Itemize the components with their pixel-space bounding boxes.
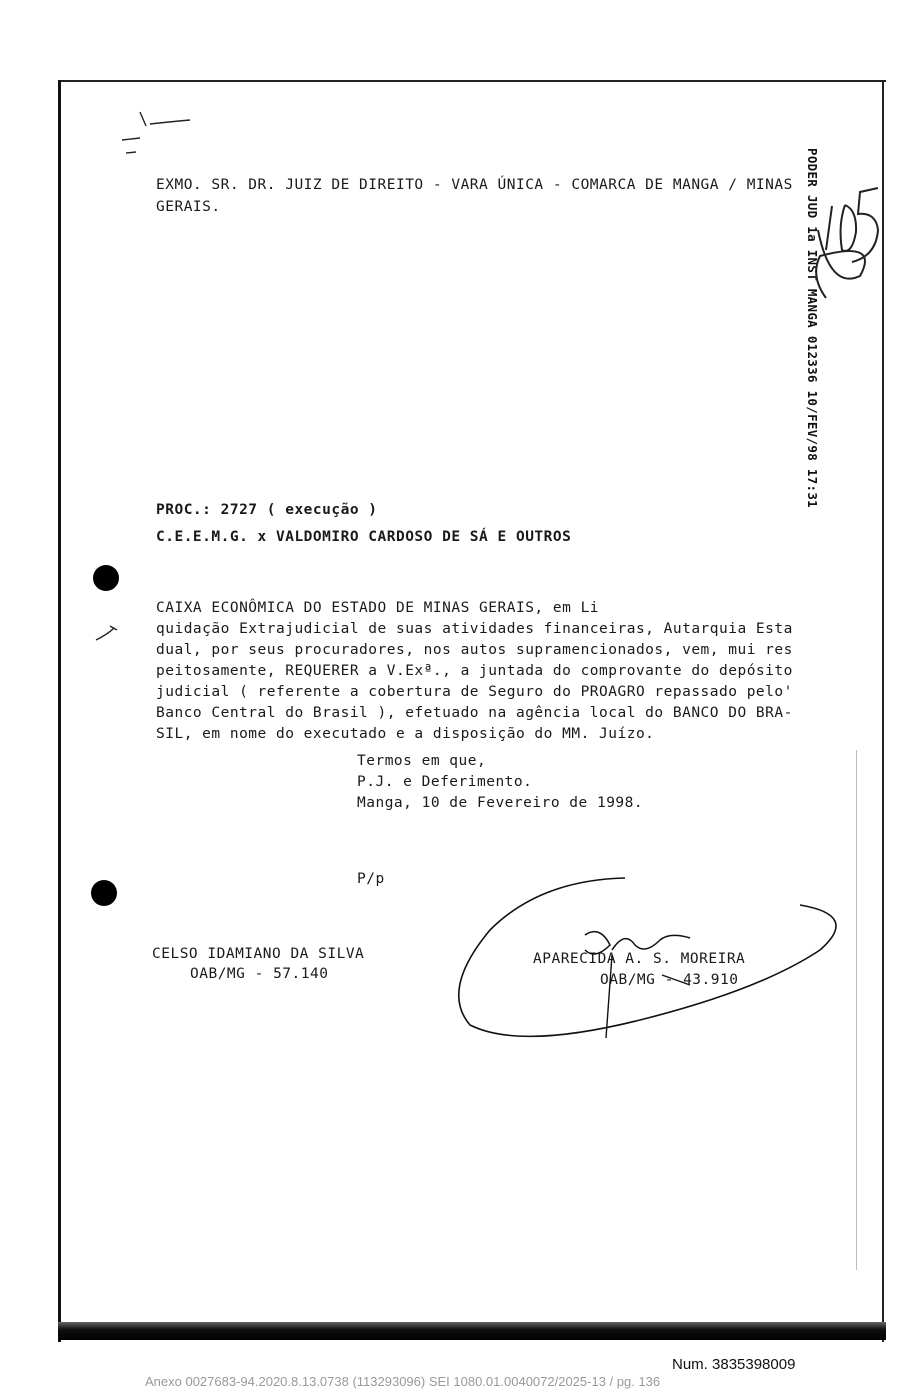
body-line-5: judicial ( referente a cobertura de Seguro do PROAGRO repassado pelo' (156, 684, 793, 700)
signature-loop (459, 878, 836, 1036)
process-number: PROC.: 2727 ( execução ) (156, 502, 378, 518)
top-left-scribble (122, 112, 190, 153)
signature-stroke (606, 955, 612, 1038)
pp-mark: P/p (357, 871, 385, 887)
addressee-line-2: GERAIS. (156, 199, 221, 215)
right-signatory-name: APARECIDA A. S. MOREIRA (533, 951, 746, 967)
process-parties: C.E.E.M.G. x VALDOMIRO CARDOSO DE SÁ E OUTROS (156, 529, 572, 545)
body-line-4: peitosamente, REQUERER a V.Exª., a juntada do comprovante do depósito (156, 663, 793, 679)
addressee-line-1: EXMO. SR. DR. JUIZ DE DIREITO - VARA ÚNICA - COMARCA DE MANGA / MINAS (156, 177, 793, 193)
body-line-1: CAIXA ECONÔMICA DO ESTADO DE MINAS GERAIS, em Li (156, 600, 600, 616)
handwritten-page-number (816, 188, 878, 298)
left-signatory-name: CELSO IDAMIANO DA SILVA (152, 946, 365, 962)
document-number: Num. 3835398009 (672, 1356, 796, 1373)
body-line-2: quidação Extrajudicial de suas atividades financeiras, Autarquia Esta (156, 621, 793, 637)
margin-tick (96, 626, 117, 640)
closing-line-1: Termos em que, (357, 753, 487, 769)
filing-stamp: PODER JUD 1a INST MANGA 012336 10/FEV/98 17:31 (805, 148, 820, 508)
right-signatory-oab: OAB/MG - 43.910 (600, 972, 739, 988)
body-line-3: dual, por seus procuradores, nos autos supramencionados, vem, mui res (156, 642, 793, 658)
left-signatory-oab: OAB/MG - 57.140 (190, 966, 329, 982)
body-line-7: SIL, em nome do executado e a disposição do MM. Juízo. (156, 726, 655, 742)
closing-line-3: Manga, 10 de Fevereiro de 1998. (357, 795, 644, 811)
closing-line-2: P.J. e Deferimento. (357, 774, 533, 790)
annex-reference: Anexo 0027683-94.2020.8.13.0738 (113293096) SEI 1080.01.0040072/2025-13 / pg. 136 (145, 1374, 661, 1389)
signature-dash (662, 975, 690, 985)
signature-name-scribble (585, 932, 690, 954)
body-line-6: Banco Central do Brasil ), efetuado na agência local do BANCO DO BRA- (156, 705, 793, 721)
